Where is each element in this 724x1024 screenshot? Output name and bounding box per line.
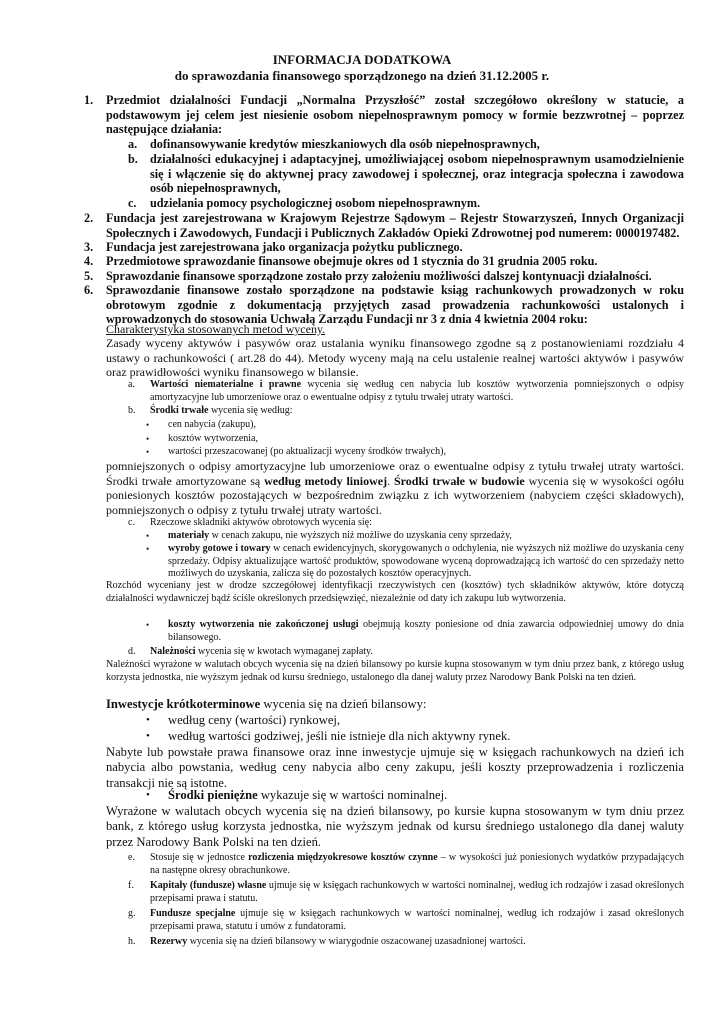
method-b-bullet-1: cen nabycia (zakupu), [168, 419, 257, 430]
method-c-bullet-2: wyroby gotowe i towary w cenach ewidencyjnych, skorygowanych o odchylenia, nie wyższych niż możliwe do uzyskania ceny sprzedaży. Odpisy aktualizujące wartość produktów, spowodowane wyceną doprowadzającą ich wartość do cen sprzedaży netto możliwych do uzyskania, zalicza się do pozostałych kosztów operacyjnych. [168, 543, 684, 580]
method-b-bullet-3: wartości przeszacowanej (po aktualizacji wyceny środków trwałych), [168, 446, 446, 457]
investments-bullet-2: według wartości godziwej, jeśli nie istnieje dla nich aktywny rynek. [168, 729, 511, 743]
item-1a-label: a. [128, 137, 138, 151]
method-b-continuation: pomniejszonych o odpisy amortyzacyjne lub umorzeniowe oraz o ewentualne odpisy z tytułu trwałej utraty wartości. Środki trwałe amortyzowane są według metody liniowej. Środki trwałe w budowie wycenia się w wysokości ogółu poniesionych kosztów pozostających w bezpośrednim związku z ich wytworzeniem (nabyciem części składowych), pomniejszonych o odpisy z tytułu trwałej utraty wartości. [106, 459, 684, 517]
method-e-text: Stosuje się w jednostce rozliczenia międzyokresowe kosztów czynne – w wysokości już poniesionych wydatków przypadających na następne okresy obrachunkowe. [150, 852, 684, 876]
methods-heading: Charakterystyka stosowanych metod wyceny. [106, 322, 326, 336]
methods-intro: Zasady wyceny aktywów i pasywów oraz ustalania wyniku finansowego zgodne są z postanowieniami rozdziału 4 ustawy o rachunkowości ( art.28 do 44). Metody wyceny mają na celu ustalenie realnej wartości aktywów i pasywów oraz prawidłowości wyniku finansowego w bilansie. [106, 336, 684, 379]
item-number-4: 4. [84, 254, 94, 268]
item-6-text: Sprawozdanie finansowe zostało sporządzone na podstawie ksiąg rachunkowych prowadzonych w roku obrotowym zgodnie z dokumentacją przyjętych zasad prowadzenia rachunkowości ustalonych i wprowadzonych do stosowania Uchwałą Zarządu Fundacji nr 3 z dnia 4 kwietnia 2004 roku: [106, 283, 684, 327]
document-title: INFORMACJA DODATKOWA [272, 52, 452, 67]
method-h-label: h. [128, 936, 136, 947]
method-c-label: c. [128, 517, 135, 528]
method-c-bullet-3: koszty wytworzenia nie zakończonej usługi obejmują koszty poniesione od dnia zawarcia odpowiedniej umowy do dnia bilansowego. [168, 619, 684, 643]
item-1c-label: c. [128, 196, 137, 210]
investments-paragraph: Nabyte lub powstałe prawa finansowe oraz inne inwestycje ujmuje się w księgach rachunkowych na dzień ich nabycia albo powstania, według ceny nabycia albo ceny zakupu, jeśli koszty przeprowadzenia i rozliczenia transakcji nie są istotne. [106, 745, 684, 790]
bullet-marker: • [146, 714, 150, 726]
item-1b-text: działalności edukacyjnej i adaptacyjnej, umożliwiającej osobom niepełnosprawnym usamodzielnienie się i włączenie się do aktywnej pracy zawodowej i społecznej, oraz integracja społeczna i zawodowa osób niepełnosprawnych, [150, 152, 684, 196]
bullet-marker: • [146, 447, 150, 457]
method-c-paragraph: Rozchód wyceniany jest w drodze szczegółowej identyfikacji rzeczywistych cen (kosztów) tych składników aktywów, które dotyczą działalności wydawniczej bądź ściśle określonych przedsięwzięć, niezależnie od daty ich zakupu lub wytworzenia. [106, 580, 684, 604]
bullet-marker: • [146, 420, 150, 430]
item-4-text: Przedmiotowe sprawozdanie finansowe obejmuje okres od 1 stycznia do 31 grudnia 2005 roku. [106, 254, 598, 268]
investments-bullet-1: według ceny (wartości) rynkowej, [168, 713, 341, 727]
method-g-text: Fundusze specjalne ujmuje się w księgach rachunkowych w wartości nominalnej, według ich rodzajów i zasad określonych przepisami prawa, statutu i umów z fundatorami. [150, 908, 684, 932]
bullet-marker: • [146, 434, 150, 444]
method-h-text: Rezerwy wycenia się na dzień bilansowy w wiarygodnie oszacowanej uzasadnionej wartości. [150, 936, 526, 947]
method-d-text: Należności wycenia się w kwotach wymaganej zapłaty. [150, 646, 373, 657]
item-2-text: Fundacja jest zarejestrowana w Krajowym Rejestrze Sądowym – Rejestr Stowarzyszeń, Innych Organizacji Społecznych i Zawodowych, Fundacji i Publicznych Zakładów Opieki Zdrowotnej pod numerem: 0000197482. [106, 211, 684, 240]
method-b-text: Środki trwałe wycenia się według: [150, 405, 293, 416]
item-1b-label: b. [128, 152, 138, 166]
item-1-text: Przedmiot działalności Fundacji „Normalna Przyszłość” został szczegółowo określony w statucie, a podstawowym jej celem jest niesienie osobom niepełnosprawnym pomocy w formie bezzwrotnej – poprzez następujące działania: [106, 93, 684, 137]
cash-text: Środki pieniężne wykazuje się w wartości nominalnej. [168, 788, 448, 802]
method-c-bullet-1: materiały w cenach zakupu, nie wyższych niż możliwe do uzyskania ceny sprzedaży, [168, 530, 512, 541]
bullet-marker: • [146, 544, 150, 554]
method-b-label: b. [128, 405, 136, 416]
document-subtitle: do sprawozdania finansowego sporządzonego na dzień 31.12.2005 r. [174, 68, 550, 83]
investments-heading: Inwestycje krótkoterminowe wycenia się na dzień bilansowy: [106, 697, 427, 711]
item-number-1: 1. [84, 93, 94, 107]
method-e-label: e. [128, 852, 135, 863]
item-1a-text: dofinansowywanie kredytów mieszkaniowych dla osób niepełnosprawnych, [150, 137, 540, 151]
method-a-text: Wartości niematerialne i prawne wycenia się według cen nabycia lub kosztów wytworzenia pomniejszonych o odpisy amortyzacyjne lub umorzeniowe oraz o ewentualne odpisy z tytułu trwałej utraty wartości. [150, 379, 684, 403]
item-number-6: 6. [84, 283, 94, 297]
method-c-text: Rzeczowe składniki aktywów obrotowych wycenia się: [150, 517, 372, 528]
bullet-marker: • [146, 789, 150, 801]
bullet-marker: • [146, 730, 150, 742]
item-number-5: 5. [84, 269, 94, 283]
method-d-label: d. [128, 646, 136, 657]
bullet-marker: • [146, 620, 150, 630]
item-3-text: Fundacja jest zarejestrowana jako organizacja pożytku publicznego. [106, 240, 463, 254]
method-a-label: a. [128, 379, 135, 390]
cash-paragraph: Wyrażone w walutach obcych wycenia się na dzień bilansowy, po kursie kupna stosowanym w tym dniu przez bank, z którego usług korzysta jednostka, nie wyższym jednak od kursu średniego ustalonego dla danej waluty przez Narodowy Bank Polski na ten dzień. [106, 804, 684, 849]
method-d-paragraph: Należności wyrażone w walutach obcych wycenia się na dzień bilansowy po kursie kupna stosowanym w tym dniu przez bank, z którego usług korzysta jednostka, nie wyższym jednak od kursu średniego, ustalonego dla danej waluty przez Narodowy Bank Polski na ten dzień. [106, 659, 684, 683]
method-f-label: f. [128, 880, 134, 891]
item-5-text: Sprawozdanie finansowe sporządzone zostało przy założeniu możliwości dalszej kontynuacji działalności. [106, 269, 652, 283]
item-number-2: 2. [84, 211, 94, 225]
method-b-bullet-2: kosztów wytworzenia, [168, 433, 258, 444]
item-1c-text: udzielania pomocy psychologicznej osobom niepełnosprawnym. [150, 196, 481, 210]
method-g-label: g. [128, 908, 136, 919]
item-number-3: 3. [84, 240, 94, 254]
bullet-marker: • [146, 531, 150, 541]
method-f-text: Kapitały (fundusze) własne ujmuje się w księgach rachunkowych w wartości nominalnej, według ich rodzajów i zasad określonych przepisami prawa i statutu. [150, 880, 684, 904]
